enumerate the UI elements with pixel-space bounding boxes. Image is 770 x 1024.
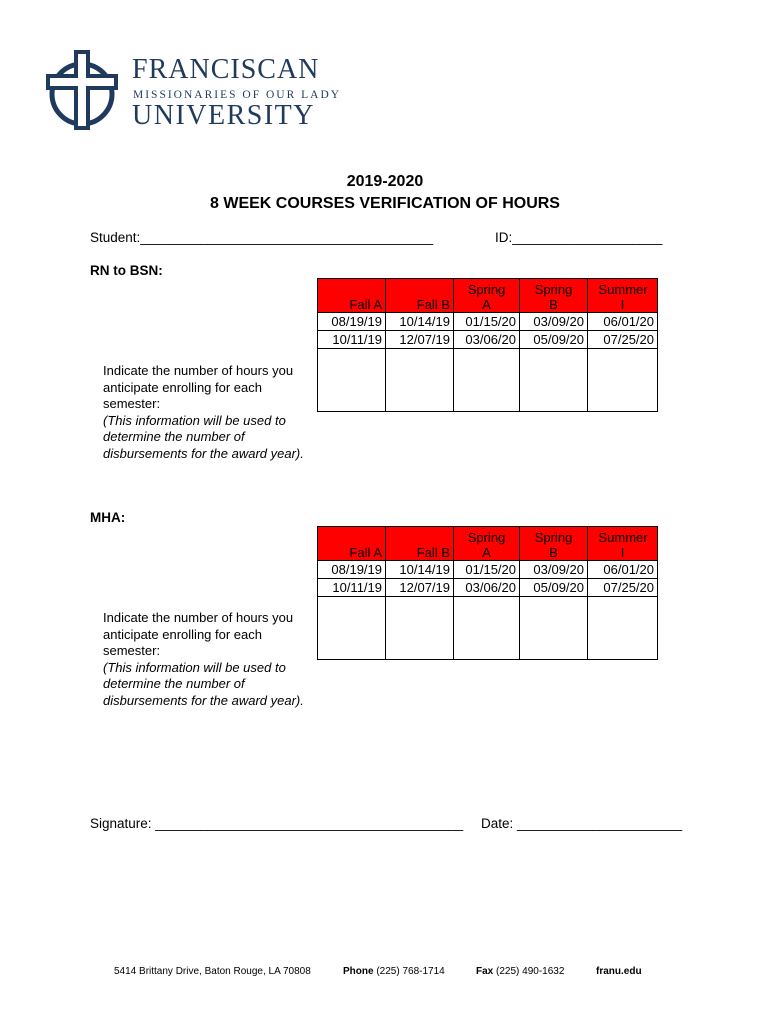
fax-number: (225) 490-1632 xyxy=(496,966,565,977)
start-date: 06/01/20 xyxy=(588,561,658,579)
term-header: Fall B xyxy=(386,279,454,313)
date-field[interactable]: Date: ______________________ xyxy=(481,816,683,831)
start-date-row xyxy=(318,313,658,331)
hours-input-fall-a[interactable] xyxy=(318,597,386,660)
hours-input-spring-b[interactable] xyxy=(520,597,588,660)
term-header-row xyxy=(318,279,658,313)
hours-input-fall-a[interactable] xyxy=(318,349,386,412)
term-header: Summer I xyxy=(588,527,658,561)
term-header: Spring A xyxy=(454,527,520,561)
term-header: Fall B xyxy=(386,527,454,561)
document-title: 8 WEEK COURSES VERIFICATION OF HOURS xyxy=(210,195,560,212)
term-header-row xyxy=(318,527,658,561)
start-date: 10/14/19 xyxy=(386,561,454,579)
hours-input-spring-b[interactable] xyxy=(520,349,588,412)
university-logo xyxy=(44,46,342,136)
start-date: 03/09/20 xyxy=(520,561,588,579)
phone-number: (225) 768-1714 xyxy=(376,966,445,977)
hours-input-spring-a[interactable] xyxy=(454,597,520,660)
start-date-row xyxy=(318,561,658,579)
hours-input-fall-b[interactable] xyxy=(386,597,454,660)
end-date-row xyxy=(318,579,658,597)
hours-input-summer-i[interactable] xyxy=(588,597,658,660)
instruction-note: (This information will be used to determine the number of disbursements for the award year). xyxy=(103,659,304,708)
section-label-rn-to-bsn: RN to BSN: xyxy=(90,263,163,278)
start-date: 03/09/20 xyxy=(520,313,588,331)
fax-label: Fax xyxy=(476,966,494,977)
hours-input-row xyxy=(318,349,658,412)
instruction-note: (This information will be used to determine the number of disbursements for the award year). xyxy=(103,412,304,461)
instruction-text: Indicate the number of hours you anticipate enrolling for each semester: xyxy=(103,610,294,658)
start-date: 01/15/20 xyxy=(454,561,520,579)
start-date: 08/19/19 xyxy=(318,313,386,331)
hours-input-fall-b[interactable] xyxy=(386,349,454,412)
end-date: 03/06/20 xyxy=(454,579,520,597)
start-date: 10/14/19 xyxy=(386,313,454,331)
footer-phone xyxy=(343,966,445,977)
instruction-text: Indicate the number of hours you anticipate enrolling for each semester: xyxy=(103,363,294,411)
hours-input-row xyxy=(318,597,658,660)
term-header: Spring B xyxy=(520,279,588,313)
hours-input-spring-a[interactable] xyxy=(454,349,520,412)
logo-line-3: UNIVERSITY xyxy=(132,100,315,131)
end-date: 12/07/19 xyxy=(386,579,454,597)
student-field[interactable]: Student:_______________________________________ xyxy=(90,230,434,245)
id-field[interactable]: ID:____________________ xyxy=(495,230,663,245)
end-date: 03/06/20 xyxy=(454,331,520,349)
end-date: 05/09/20 xyxy=(520,331,588,349)
phone-label: Phone xyxy=(343,966,374,977)
hours-instruction xyxy=(103,363,313,462)
footer-address: 5414 Brittany Drive, Baton Rouge, LA 70808 xyxy=(114,966,311,977)
cross-emblem-icon xyxy=(44,46,134,136)
term-header: Summer I xyxy=(588,279,658,313)
end-date: 07/25/20 xyxy=(588,579,658,597)
term-header: Spring A xyxy=(454,279,520,313)
end-date: 10/11/19 xyxy=(318,579,386,597)
signature-field[interactable]: Signature: _________________________________________ xyxy=(90,816,464,831)
section-label-mha: MHA: xyxy=(90,510,126,525)
end-date-row xyxy=(318,331,658,349)
start-date: 06/01/20 xyxy=(588,313,658,331)
term-header: Spring B xyxy=(520,527,588,561)
footer-fax xyxy=(476,966,564,977)
footer-website[interactable]: franu.edu xyxy=(596,966,642,977)
end-date: 07/25/20 xyxy=(588,331,658,349)
term-header: Fall A xyxy=(318,527,386,561)
hours-input-summer-i[interactable] xyxy=(588,349,658,412)
logo-line-2: MISSIONARIES OF OUR LADY xyxy=(133,89,342,101)
mha-schedule-table xyxy=(317,526,658,660)
document-year: 2019-2020 xyxy=(346,173,424,190)
logo-line-1: FRANCISCAN xyxy=(132,54,320,85)
end-date: 10/11/19 xyxy=(318,331,386,349)
term-header: Fall A xyxy=(318,279,386,313)
end-date: 12/07/19 xyxy=(386,331,454,349)
rn-to-bsn-schedule-table xyxy=(317,278,658,412)
end-date: 05/09/20 xyxy=(520,579,588,597)
start-date: 01/15/20 xyxy=(454,313,520,331)
start-date: 08/19/19 xyxy=(318,561,386,579)
hours-instruction xyxy=(103,610,313,709)
